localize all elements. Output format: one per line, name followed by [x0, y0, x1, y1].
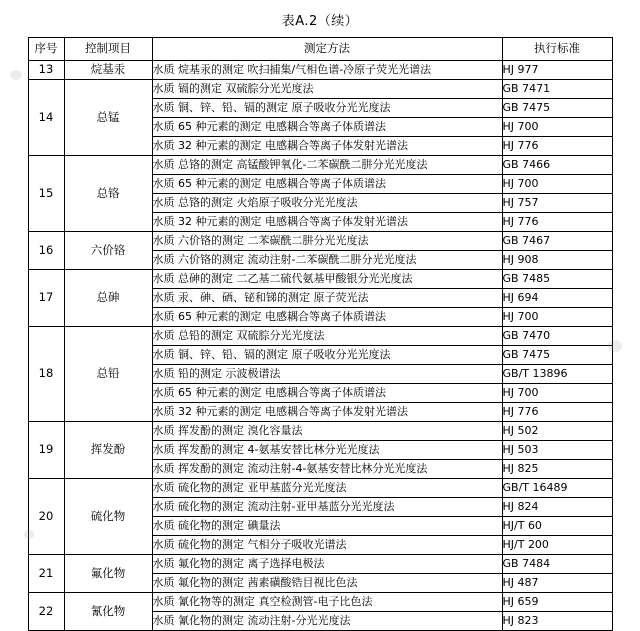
cell-standard: GB 7475 [502, 99, 612, 118]
cell-standard: GB 7466 [502, 156, 612, 175]
cell-standard: HJ 908 [502, 251, 612, 270]
cell-standard: GB 7467 [502, 232, 612, 251]
scan-artifact [10, 70, 22, 80]
cell-standard: GB 7485 [502, 270, 612, 289]
cell-method: 水质 铅的测定 示波极谱法 [152, 365, 502, 384]
cell-control-item: 挥发酚 [64, 422, 152, 479]
cell-method: 水质 32 种元素的测定 电感耦合等离子体发射光谱法 [152, 137, 502, 156]
cell-standard: HJ 757 [502, 194, 612, 213]
cell-standard: GB 7470 [502, 327, 612, 346]
cell-method: 水质 挥发酚的测定 溴化容量法 [152, 422, 502, 441]
cell-control-item: 六价铬 [64, 232, 152, 270]
cell-method: 水质 挥发酚的测定 流动注射-4-氨基安替比林分光光度法 [152, 460, 502, 479]
cell-standard: HJ 700 [502, 118, 612, 137]
cell-method: 水质 挥发酚的测定 4-氨基安替比林分光光度法 [152, 441, 502, 460]
cell-method: 水质 六价铬的测定 二苯碳酰二肼分光光度法 [152, 232, 502, 251]
cell-control-item: 氟化物 [64, 555, 152, 593]
cell-method: 水质 铜、锌、铅、镉的测定 原子吸收分光光度法 [152, 346, 502, 365]
cell-standard: HJ 487 [502, 574, 612, 593]
document-page [0, 10, 640, 627]
cell-method: 水质 镉的测定 双硫腙分光光度法 [152, 80, 502, 99]
cell-method: 水质 总砷的测定 二乙基二硫代氨基甲酸银分光光度法 [152, 270, 502, 289]
cell-standard: HJ/T 200 [502, 536, 612, 555]
cell-method: 水质 硫化物的测定 亚甲基蓝分光光度法 [152, 479, 502, 498]
cell-method: 水质 总铬的测定 火焰原子吸收分光光度法 [152, 194, 502, 213]
cell-no: 17 [28, 270, 64, 327]
cell-method: 水质 32 种元素的测定 电感耦合等离子体发射光谱法 [152, 213, 502, 232]
cell-method: 水质 六价铬的测定 流动注射-二苯碳酰二肼分光光度法 [152, 251, 502, 270]
cell-method: 水质 烷基汞的测定 吹扫捕集/气相色谱-冷原子荧光光谱法 [152, 61, 502, 80]
cell-control-item: 总锰 [64, 80, 152, 156]
cell-no: 15 [28, 156, 64, 232]
page-title: 表A.2（续） [281, 14, 359, 29]
column-header-item: 控制项目 [64, 38, 152, 61]
table-row [28, 422, 612, 441]
cell-control-item: 烷基汞 [64, 61, 152, 80]
table-header-row [28, 38, 612, 61]
cell-standard: HJ 502 [502, 422, 612, 441]
cell-control-item: 氰化物 [64, 593, 152, 631]
cell-standard: HJ 700 [502, 175, 612, 194]
cell-method: 水质 氟化物的测定 茜素磺酸锆目视比色法 [152, 574, 502, 593]
cell-no: 22 [28, 593, 64, 631]
cell-method: 水质 汞、砷、硒、铋和锑的测定 原子荧光法 [152, 289, 502, 308]
standards-table [28, 37, 613, 631]
column-header-standard: 执行标准 [502, 38, 612, 61]
cell-no: 21 [28, 555, 64, 593]
cell-no: 18 [28, 327, 64, 422]
cell-no: 13 [28, 61, 64, 80]
cell-standard: GB 7471 [502, 80, 612, 99]
table-row [28, 232, 612, 251]
cell-method: 水质 硫化物的测定 气相分子吸收光谱法 [152, 536, 502, 555]
cell-method: 水质 硫化物的测定 碘量法 [152, 517, 502, 536]
table-row [28, 156, 612, 175]
cell-method: 水质 铜、锌、铅、镉的测定 原子吸收分光光度法 [152, 99, 502, 118]
cell-method: 水质 总铬的测定 高锰酸钾氧化-二苯碳酰二肼分光光度法 [152, 156, 502, 175]
cell-standard: HJ 659 [502, 593, 612, 612]
table-row [28, 479, 612, 498]
cell-standard: HJ 503 [502, 441, 612, 460]
cell-method: 水质 氰化物的测定 流动注射-分光光度法 [152, 612, 502, 631]
cell-standard: GB/T 16489 [502, 479, 612, 498]
cell-standard: GB 7484 [502, 555, 612, 574]
cell-method: 水质 32 种元素的测定 电感耦合等离子体发射光谱法 [152, 403, 502, 422]
cell-standard: HJ/T 60 [502, 517, 612, 536]
cell-standard: GB 7475 [502, 346, 612, 365]
cell-method: 水质 65 种元素的测定 电感耦合等离子体质谱法 [152, 308, 502, 327]
column-header-no: 序号 [28, 38, 64, 61]
cell-no: 19 [28, 422, 64, 479]
table-row [28, 593, 612, 612]
table-row [28, 80, 612, 99]
table-row [28, 327, 612, 346]
cell-no: 20 [28, 479, 64, 555]
cell-no: 14 [28, 80, 64, 156]
cell-standard: HJ 823 [502, 612, 612, 631]
cell-standard: HJ 776 [502, 213, 612, 232]
cell-method: 水质 总铅的测定 双硫腙分光光度法 [152, 327, 502, 346]
cell-standard: HJ 694 [502, 289, 612, 308]
cell-standard: HJ 700 [502, 384, 612, 403]
table-body [28, 61, 612, 631]
cell-standard: HJ 824 [502, 498, 612, 517]
cell-standard: HJ 776 [502, 137, 612, 156]
cell-no: 16 [28, 232, 64, 270]
cell-method: 水质 氰化物等的测定 真空检测管-电子比色法 [152, 593, 502, 612]
cell-control-item: 总砷 [64, 270, 152, 327]
cell-standard: HJ 825 [502, 460, 612, 479]
table-row [28, 270, 612, 289]
cell-method: 水质 硫化物的测定 流动注射-亚甲基蓝分光光度法 [152, 498, 502, 517]
cell-method: 水质 65 种元素的测定 电感耦合等离子体质谱法 [152, 175, 502, 194]
cell-standard: HJ 776 [502, 403, 612, 422]
cell-standard: HJ 977 [502, 61, 612, 80]
cell-standard: HJ 700 [502, 308, 612, 327]
cell-control-item: 总铅 [64, 327, 152, 422]
cell-method: 水质 65 种元素的测定 电感耦合等离子体质谱法 [152, 384, 502, 403]
cell-control-item: 硫化物 [64, 479, 152, 555]
column-header-method: 测定方法 [152, 38, 502, 61]
cell-standard: GB/T 13896 [502, 365, 612, 384]
cell-method: 水质 65 种元素的测定 电感耦合等离子体质谱法 [152, 118, 502, 137]
table-row [28, 61, 612, 80]
cell-control-item: 总铬 [64, 156, 152, 232]
cell-method: 水质 氟化物的测定 离子选择电极法 [152, 555, 502, 574]
table-row [28, 555, 612, 574]
